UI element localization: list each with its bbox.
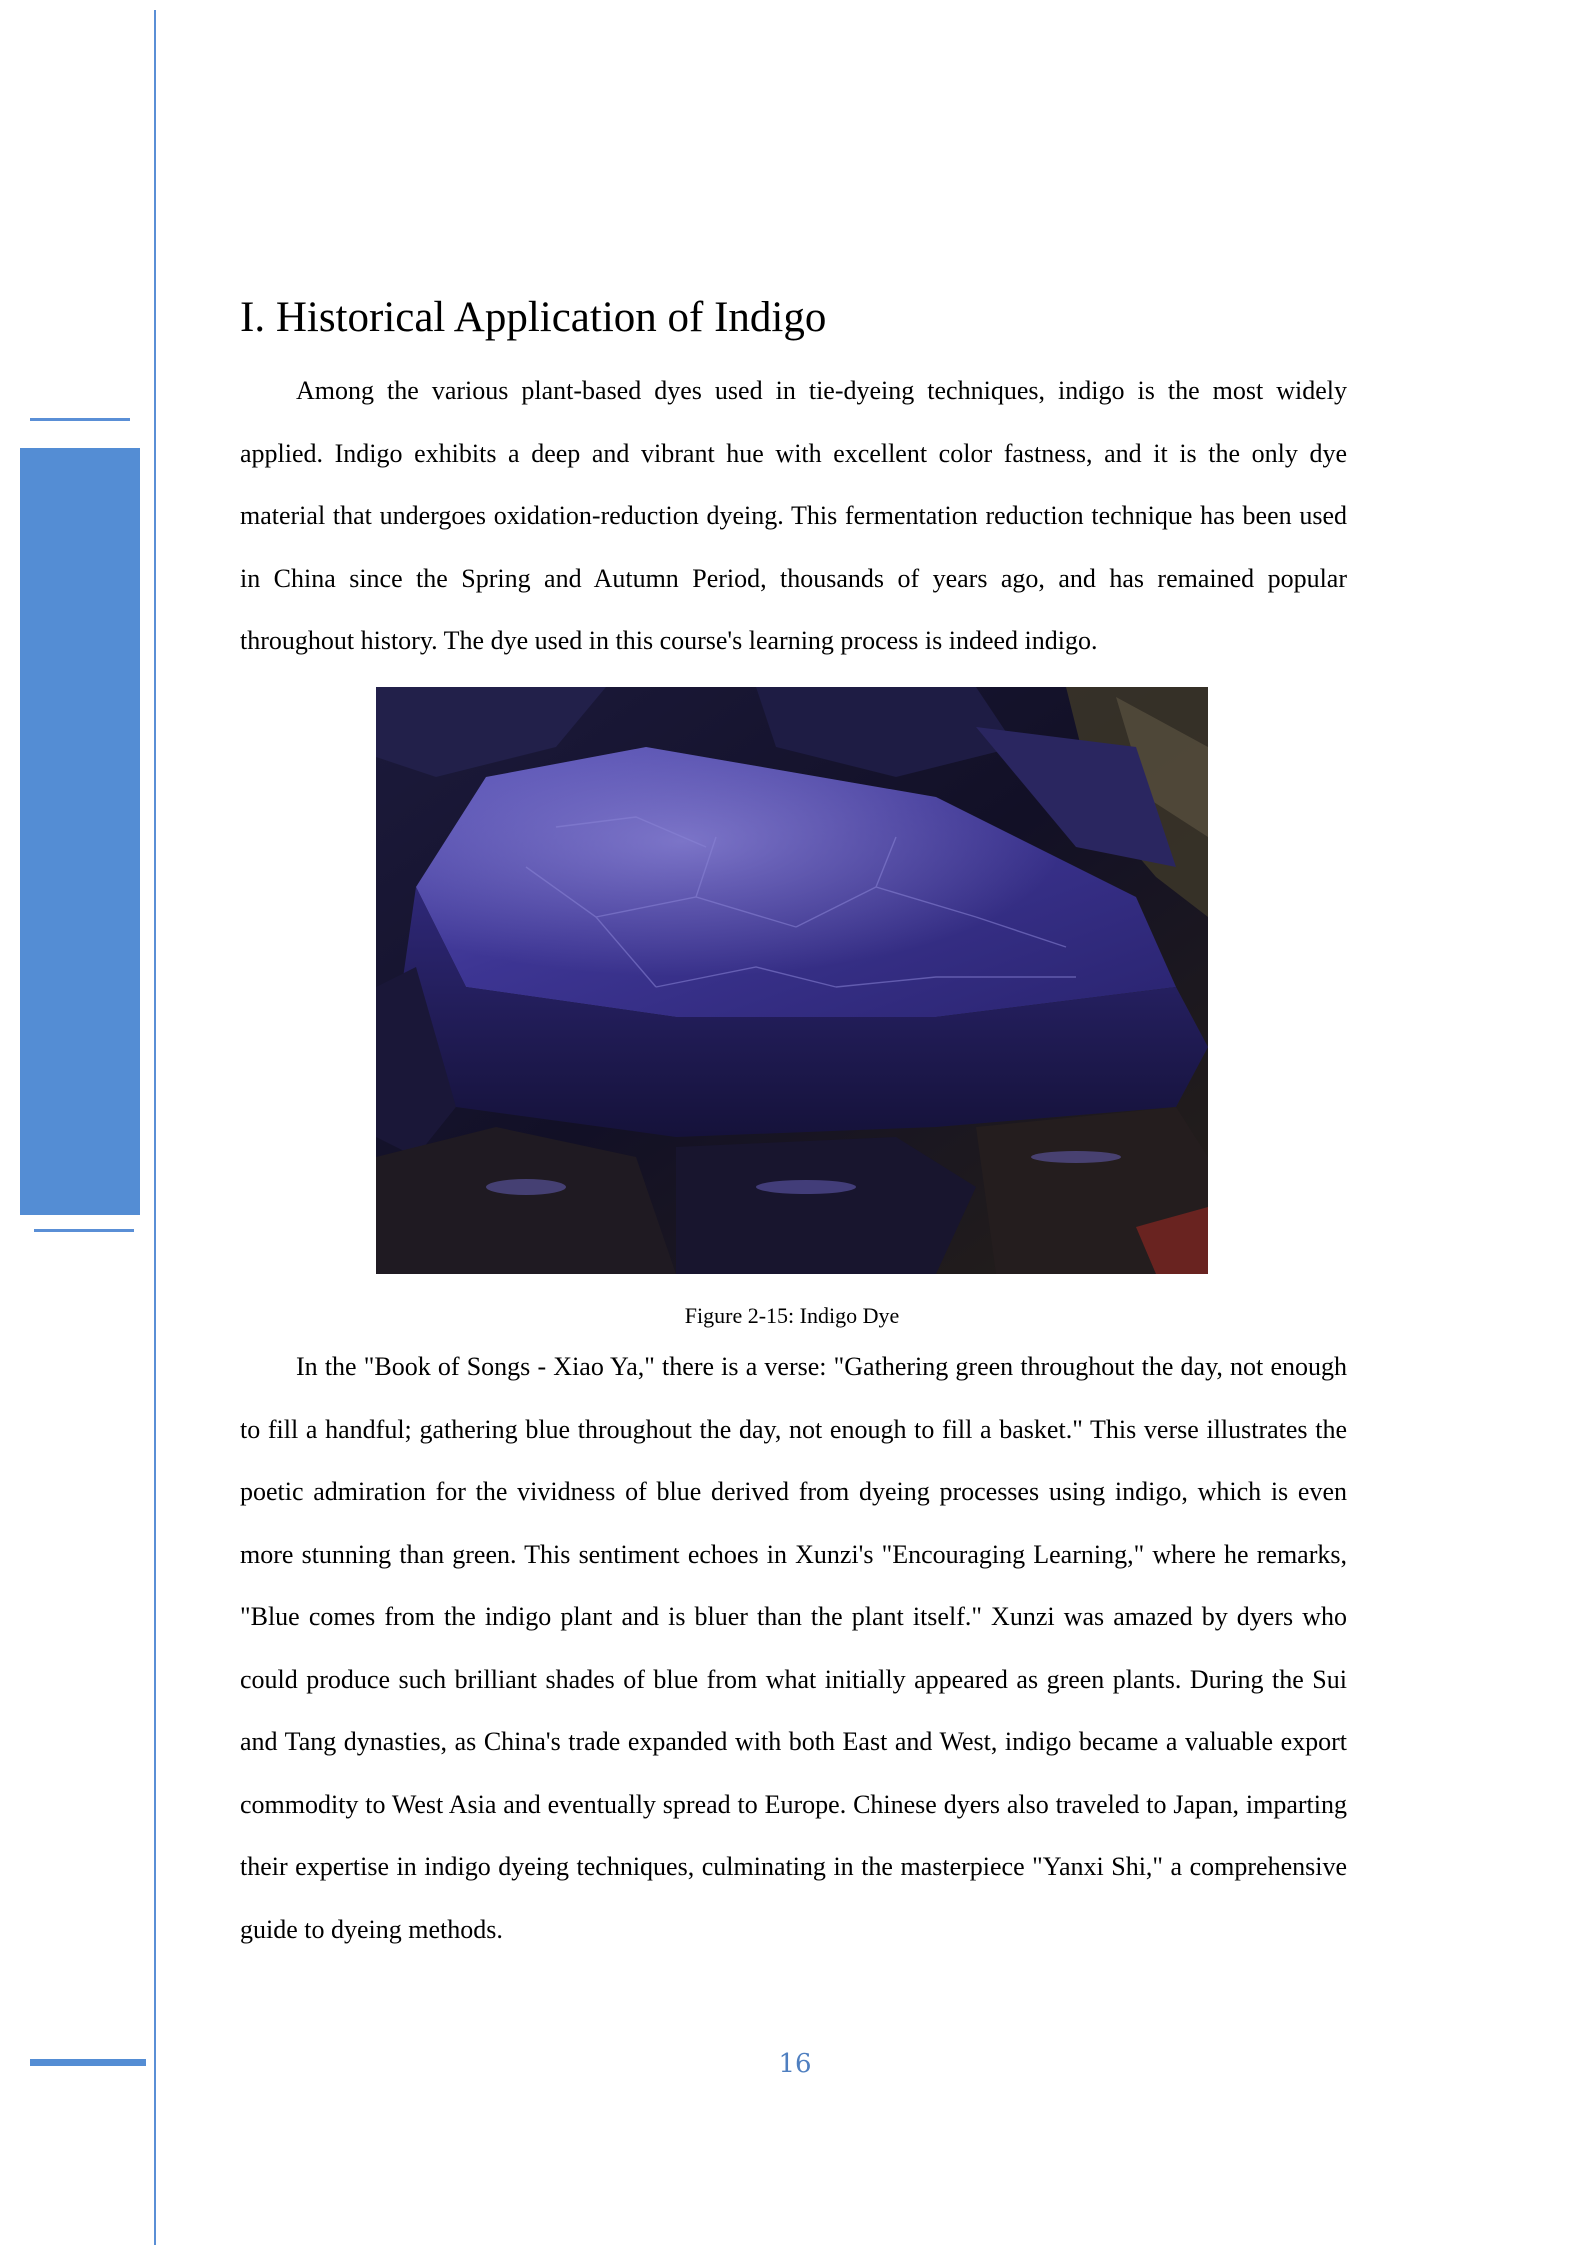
figure-caption: Figure 2-15: Indigo Dye <box>684 1303 900 1328</box>
indigo-dye-photo <box>376 687 1208 1274</box>
section-heading: I. Historical Application of Indigo <box>240 294 827 341</box>
page-number: 16 <box>778 2049 812 2079</box>
body-paragraph: Among the various plant-based dyes used in tie-dyeing techniques, indigo is the most widely applied. Indigo exhibits a deep and vibrant hue with excellent color fastness, and it is the only dye material that undergoes oxidation-reduction dyeing. This fermentation reduction technique has been used in China since the Spring and Autumn Period, thousands of years ago, and has remained popular throughout history. The dye used in this course's learning process is indeed indigo. <box>240 376 1347 655</box>
margin-rule-footer <box>30 2059 146 2066</box>
margin-accent-block <box>20 448 140 1215</box>
margin-rule-top <box>30 418 130 421</box>
margin-rule-bottom <box>34 1229 134 1232</box>
margin-vertical-line <box>154 10 156 2245</box>
body-paragraph: In the "Book of Songs - Xiao Ya," there is a verse: "Gathering green throughout the day, not enough to fill a handful; gathering blue throughout the day, not enough to fill a basket." This verse illustrates the poetic admiration for the vividness of blue derived from dyeing processes using indigo, which is even more stunning than green. This sentiment echoes in Xunzi's "Encouraging Learning," where he remarks, "Blue comes from the indigo plant and is bluer than the plant itself." Xunzi was amazed by dyers who could produce such brilliant shades of blue from what initially appeared as green plants. During the Sui and Tang dynasties, as China's trade expanded with both East and West, indigo became a valuable export commodity to West Asia and eventually spread to Europe. Chinese dyers also traveled to Japan, imparting their expertise in indigo dyeing techniques, culminating in the masterpiece "Yanxi Shi," a comprehensive guide to dyeing methods. <box>240 1352 1347 1944</box>
